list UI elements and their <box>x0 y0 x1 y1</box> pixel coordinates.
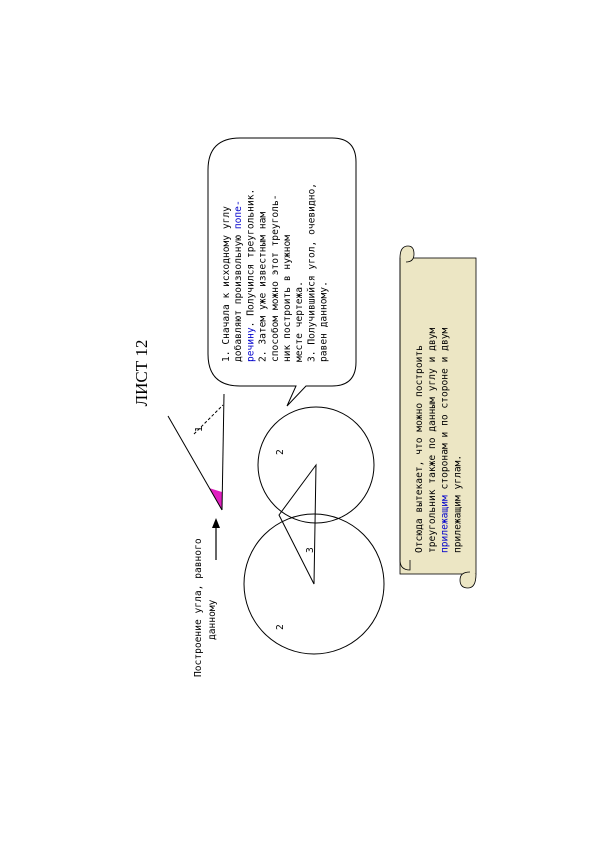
constructed-triangle <box>279 465 316 584</box>
label-circle-small: 2 <box>275 449 286 455</box>
text-line-segment: ник построить в нужном <box>282 234 293 362</box>
label-side-1: 1 <box>194 426 205 432</box>
given-angle <box>168 394 224 510</box>
text-line-segment: 2. Затем уже известным нам <box>257 211 269 362</box>
text-line-segment: способом можно этот треуголь- <box>269 194 281 362</box>
text-line-segment: добавляют произвольную <box>233 229 245 362</box>
scroll-banner <box>400 246 476 588</box>
label-triangle-side: 3 <box>305 547 316 553</box>
text-line-segment: месте чертежа. <box>294 281 306 362</box>
text-line-segment: . Получился треугольник. <box>245 188 257 328</box>
arrow-icon <box>212 518 220 560</box>
label-circle-large: 2 <box>275 624 286 630</box>
text-line-segment: равен данному. <box>318 281 330 362</box>
text-line-segment: треугольник также по данным углу и двум <box>426 327 438 553</box>
highlighted-term: прилежащим <box>439 495 451 553</box>
caption-line-1: Построение угла, равного <box>193 538 204 677</box>
text-line-segment: 1. Сначала к исходному углу <box>221 206 232 362</box>
text-line-segment: 3. Получившийся угол, очевидно, <box>306 182 318 362</box>
sheet-title: ЛИСТ 12 <box>132 339 151 407</box>
highlighted-term: попе- <box>233 200 245 230</box>
text-line-segment: прилежащим углам. <box>452 454 464 553</box>
bubble-text <box>221 183 330 362</box>
text-line-segment: сторонам и по стороне и двум <box>439 327 451 496</box>
highlighted-term: речину <box>245 327 257 362</box>
text-line-segment: Отсюда вытекает, что можно построить <box>414 345 425 553</box>
caption-line-2: данному <box>207 599 218 640</box>
